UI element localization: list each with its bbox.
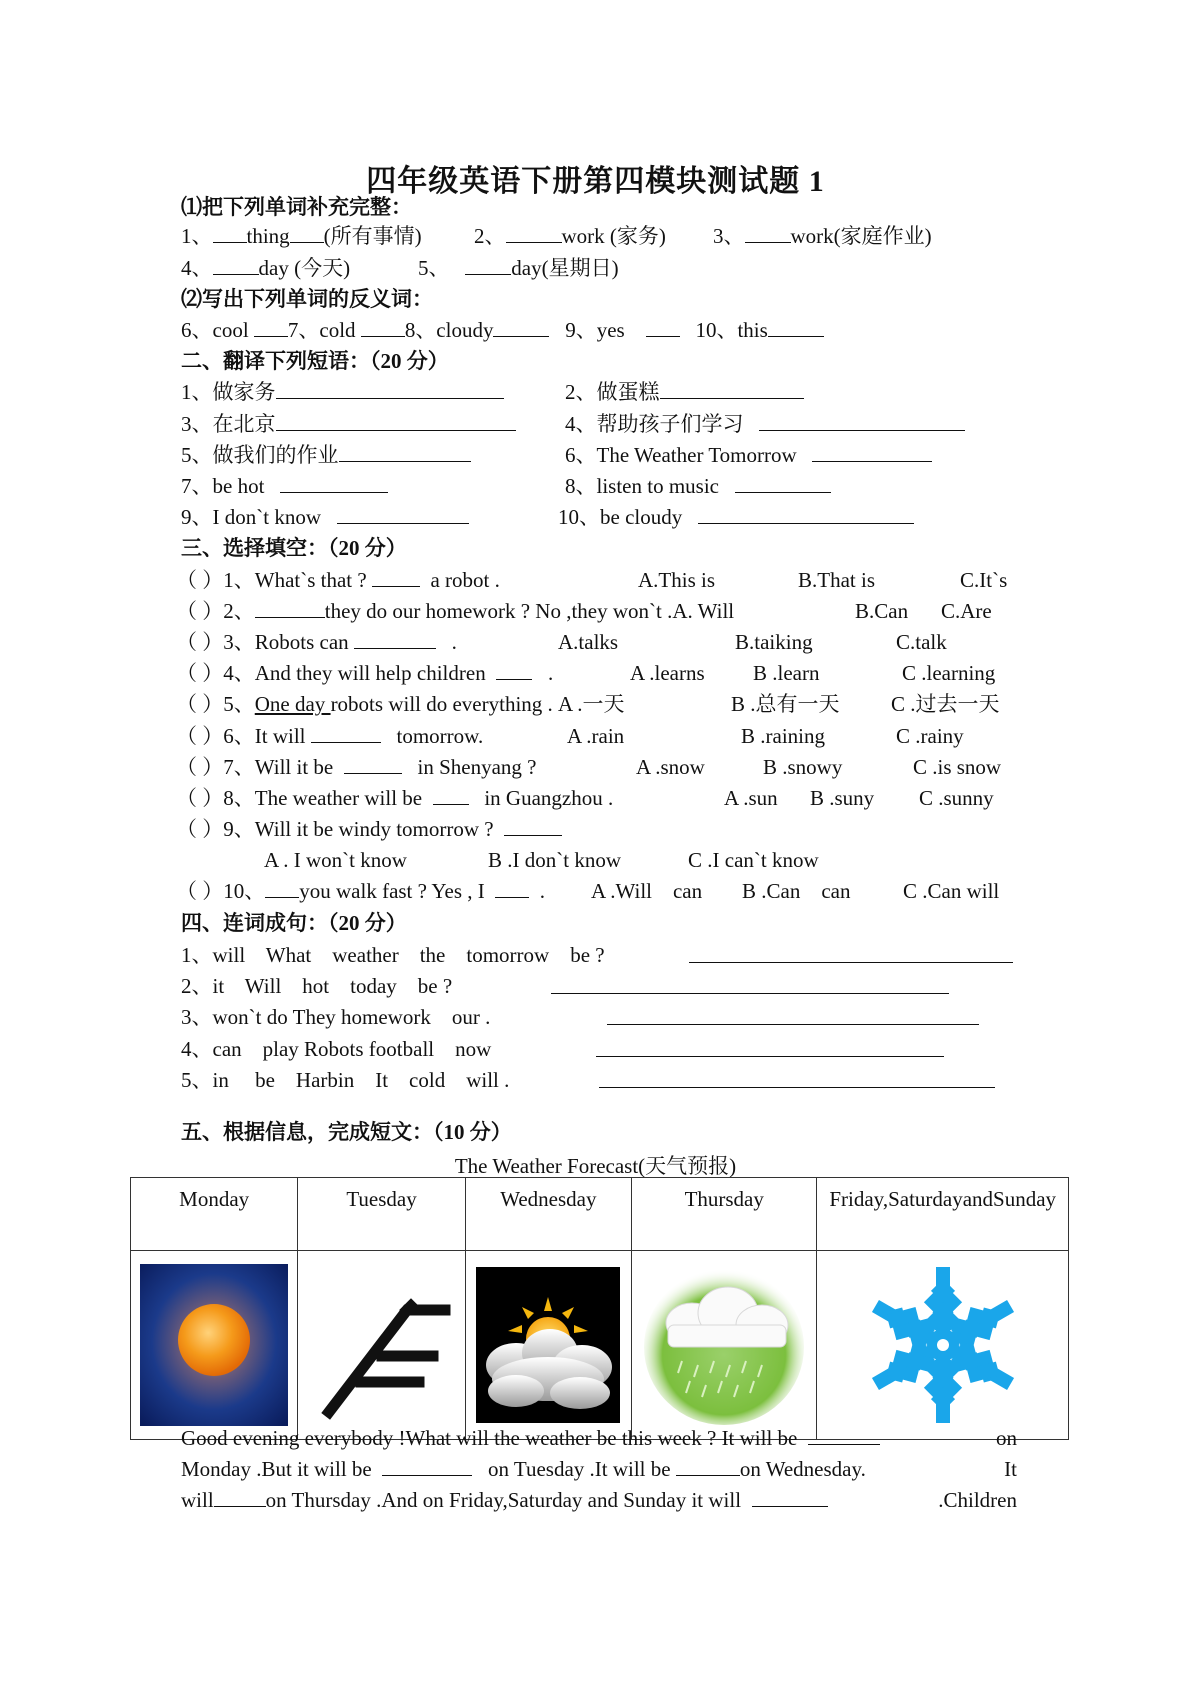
option-a: A .snow — [636, 755, 705, 779]
blank[interactable] — [646, 316, 680, 337]
option-a: A.This is — [638, 568, 716, 592]
option-a: A.talks — [558, 630, 619, 654]
option-a: A . I won`t know — [264, 848, 407, 872]
answer-paren[interactable]: （ ） — [176, 755, 224, 779]
option-b: B .Can can — [742, 879, 851, 903]
blank[interactable] — [214, 1486, 266, 1507]
option-b: B.That is — [798, 568, 875, 592]
blank[interactable] — [745, 222, 791, 243]
blank[interactable] — [276, 410, 516, 431]
option-b: B.Can — [855, 599, 909, 623]
option-a: A .Will can — [591, 879, 703, 903]
passage-line-1: Good evening everybody !What will the weather be this week ? It will be on — [181, 1426, 1017, 1450]
question-row: 2、 work (家务) — [474, 224, 666, 248]
blank[interactable] — [354, 628, 436, 649]
phrase-item: 2、做蛋糕 — [565, 378, 804, 406]
answer-paren[interactable]: （ ） — [176, 568, 224, 592]
blank[interactable] — [504, 815, 562, 836]
blank[interactable] — [607, 1004, 979, 1025]
phrase-item: 1、做家务 — [181, 378, 504, 406]
sentence-item: 4、can play Robots football now — [181, 1037, 492, 1061]
section-heading-2: ⑵写出下列单词的反义词： — [181, 287, 433, 311]
phrase-item: 9、I don`t know — [181, 503, 469, 531]
blank[interactable] — [290, 222, 324, 243]
blank[interactable] — [496, 659, 532, 680]
section-heading-5: 四、连词成句：（20 分） — [181, 911, 407, 935]
blank[interactable] — [361, 316, 405, 337]
option-c: C .rainy — [896, 724, 964, 748]
phrase-item: 6、The Weather Tomorrow — [565, 441, 932, 469]
blank[interactable] — [337, 503, 469, 524]
answer-paren[interactable]: （ ） — [176, 879, 224, 903]
blank[interactable] — [735, 472, 831, 493]
option-c: C .is snow — [913, 755, 1002, 779]
blank[interactable] — [698, 503, 914, 524]
blank[interactable] — [506, 222, 562, 243]
blank[interactable] — [344, 753, 402, 774]
section-heading-1: ⑴把下列单词补充完整： — [181, 195, 412, 219]
blank[interactable] — [382, 1455, 472, 1476]
sentence-item: 3、won`t do They homework our . — [181, 1005, 491, 1029]
wind-icon — [298, 1251, 465, 1440]
blank[interactable] — [596, 1036, 944, 1057]
choice-question: （ ）6、It will tomorrow. — [176, 724, 484, 748]
option-a: A .learns — [630, 661, 705, 685]
option-c: C .learning — [902, 661, 996, 685]
option-c: C .sunny — [919, 786, 994, 810]
blank[interactable] — [255, 597, 325, 618]
option-c: C.It`s — [960, 568, 1008, 592]
blank[interactable] — [676, 1455, 740, 1476]
section-heading-3: 二、翻译下列短语：（20 分） — [181, 349, 449, 373]
phrase-item: 4、帮助孩子们学习 — [565, 410, 965, 438]
sentence-item: 5、in be Harbin It cold will . — [181, 1068, 510, 1092]
day-tuesday: Tuesday — [298, 1178, 465, 1251]
blank[interactable] — [276, 378, 504, 399]
blank[interactable] — [213, 254, 259, 275]
answer-paren[interactable]: （ ） — [176, 724, 224, 748]
choice-question: （ ）4、And they will help children . — [176, 661, 554, 685]
question-row: 5、 day(星期日) — [418, 256, 619, 280]
blank[interactable] — [752, 1486, 828, 1507]
option-c: C.Are — [941, 599, 992, 623]
phrase-item: 5、做我们的作业 — [181, 441, 471, 469]
answer-paren[interactable]: （ ） — [176, 692, 224, 716]
phrase-item: 7、be hot — [181, 472, 388, 500]
sentence-item: 1、will What weather the tomorrow be ? — [181, 943, 605, 967]
blank[interactable] — [311, 722, 381, 743]
question-row: 4、 day (今天) — [181, 256, 351, 280]
choice-question: （ ）1、What`s that ? a robot . — [176, 568, 500, 592]
section-heading-6: 五、根据信息，完成短文：（10 分） — [181, 1120, 512, 1144]
page-title: 四年级英语下册第四模块测试题 1 — [366, 165, 825, 198]
option-b: B.taiking — [735, 630, 813, 654]
blank[interactable] — [265, 877, 299, 898]
blank[interactable] — [493, 316, 549, 337]
passage-line-2: Monday .But it will be on Tuesday .It will be on Wednesday. It — [181, 1457, 1017, 1481]
passage — [181, 1423, 1017, 1516]
answer-paren[interactable]: （ ） — [176, 817, 224, 841]
snowflake-icon — [817, 1251, 1069, 1440]
phrase-item: 3、在北京 — [181, 410, 516, 438]
option-c: C .Can will — [903, 879, 1000, 903]
blank[interactable] — [372, 566, 420, 587]
choice-question: （ ）10、 you walk fast ? Yes , I . — [176, 879, 545, 903]
blank[interactable] — [465, 254, 511, 275]
choice-question: （ ）3、Robots can . — [176, 630, 457, 654]
blank[interactable] — [599, 1067, 995, 1088]
phrase-item: 8、listen to music — [565, 472, 831, 500]
question-row: 1、 thing (所有事情) — [181, 224, 422, 248]
blank[interactable] — [551, 973, 949, 994]
blank[interactable] — [768, 316, 824, 337]
option-c: C .过去一天 — [891, 692, 1000, 716]
forecast-caption: The Weather Forecast(天气预报) — [454, 1154, 737, 1178]
choice-question: （ ）5、One day robots will do everything . A .一天 — [176, 692, 625, 716]
day-monday: Monday — [131, 1178, 298, 1251]
answer-paren[interactable]: （ ） — [176, 786, 224, 810]
blank[interactable] — [808, 1424, 880, 1445]
option-b: B .learn — [753, 661, 820, 685]
blank[interactable] — [213, 222, 247, 243]
blank[interactable] — [280, 472, 388, 493]
choice-question: （ ）7、Will it be in Shenyang ? — [176, 755, 537, 779]
phrase-item: 10、be cloudy — [558, 503, 914, 531]
rain-cloud-icon — [632, 1251, 817, 1440]
day-weekend: Friday,SaturdayandSunday — [817, 1178, 1069, 1251]
blank[interactable] — [812, 441, 932, 462]
blank[interactable] — [254, 316, 288, 337]
question-row: 3、 work(家庭作业) — [713, 224, 932, 248]
blank[interactable] — [689, 942, 1013, 963]
sun-cloud-icon — [465, 1251, 631, 1440]
blank[interactable] — [759, 410, 965, 431]
option-a: A .sun — [724, 786, 778, 810]
weather-forecast-table — [130, 1177, 1069, 1440]
answer-paren[interactable]: （ ） — [176, 661, 224, 685]
answer-paren[interactable]: （ ） — [176, 630, 224, 654]
day-thursday: Thursday — [632, 1178, 817, 1251]
passage-line-3: will on Thursday .And on Friday,Saturday and Sunday it will .Children — [181, 1488, 1017, 1512]
blank[interactable] — [660, 378, 804, 399]
option-c: C.talk — [896, 630, 947, 654]
day-wednesday: Wednesday — [465, 1178, 631, 1251]
blank[interactable] — [339, 441, 471, 462]
blank[interactable] — [495, 877, 529, 898]
section-heading-4: 三、选择填空：（20 分） — [181, 536, 407, 560]
option-b: B .snowy — [763, 755, 843, 779]
choice-question: （ ）2、 they do our homework ? No ,they won`t .A. Will — [176, 599, 735, 623]
answer-paren[interactable]: （ ） — [176, 599, 224, 623]
option-a: A .rain — [567, 724, 625, 748]
choice-question: （ ）9、Will it be windy tomorrow ? — [176, 815, 562, 843]
sun-icon — [131, 1251, 298, 1440]
question-row: 6、cool 7、cold 8、cloudy 9、yes 10、this — [181, 316, 824, 344]
blank[interactable] — [433, 784, 469, 805]
option-b: B .总有一天 — [731, 692, 840, 716]
option-b: B .raining — [741, 724, 825, 748]
option-c: C .I can`t know — [688, 848, 819, 872]
option-b: B .suny — [810, 786, 875, 810]
option-b: B .I don`t know — [488, 848, 621, 872]
sentence-item: 2、it Will hot today be ? — [181, 974, 453, 998]
choice-question: （ ）8、The weather will be in Guangzhou . — [176, 786, 614, 810]
